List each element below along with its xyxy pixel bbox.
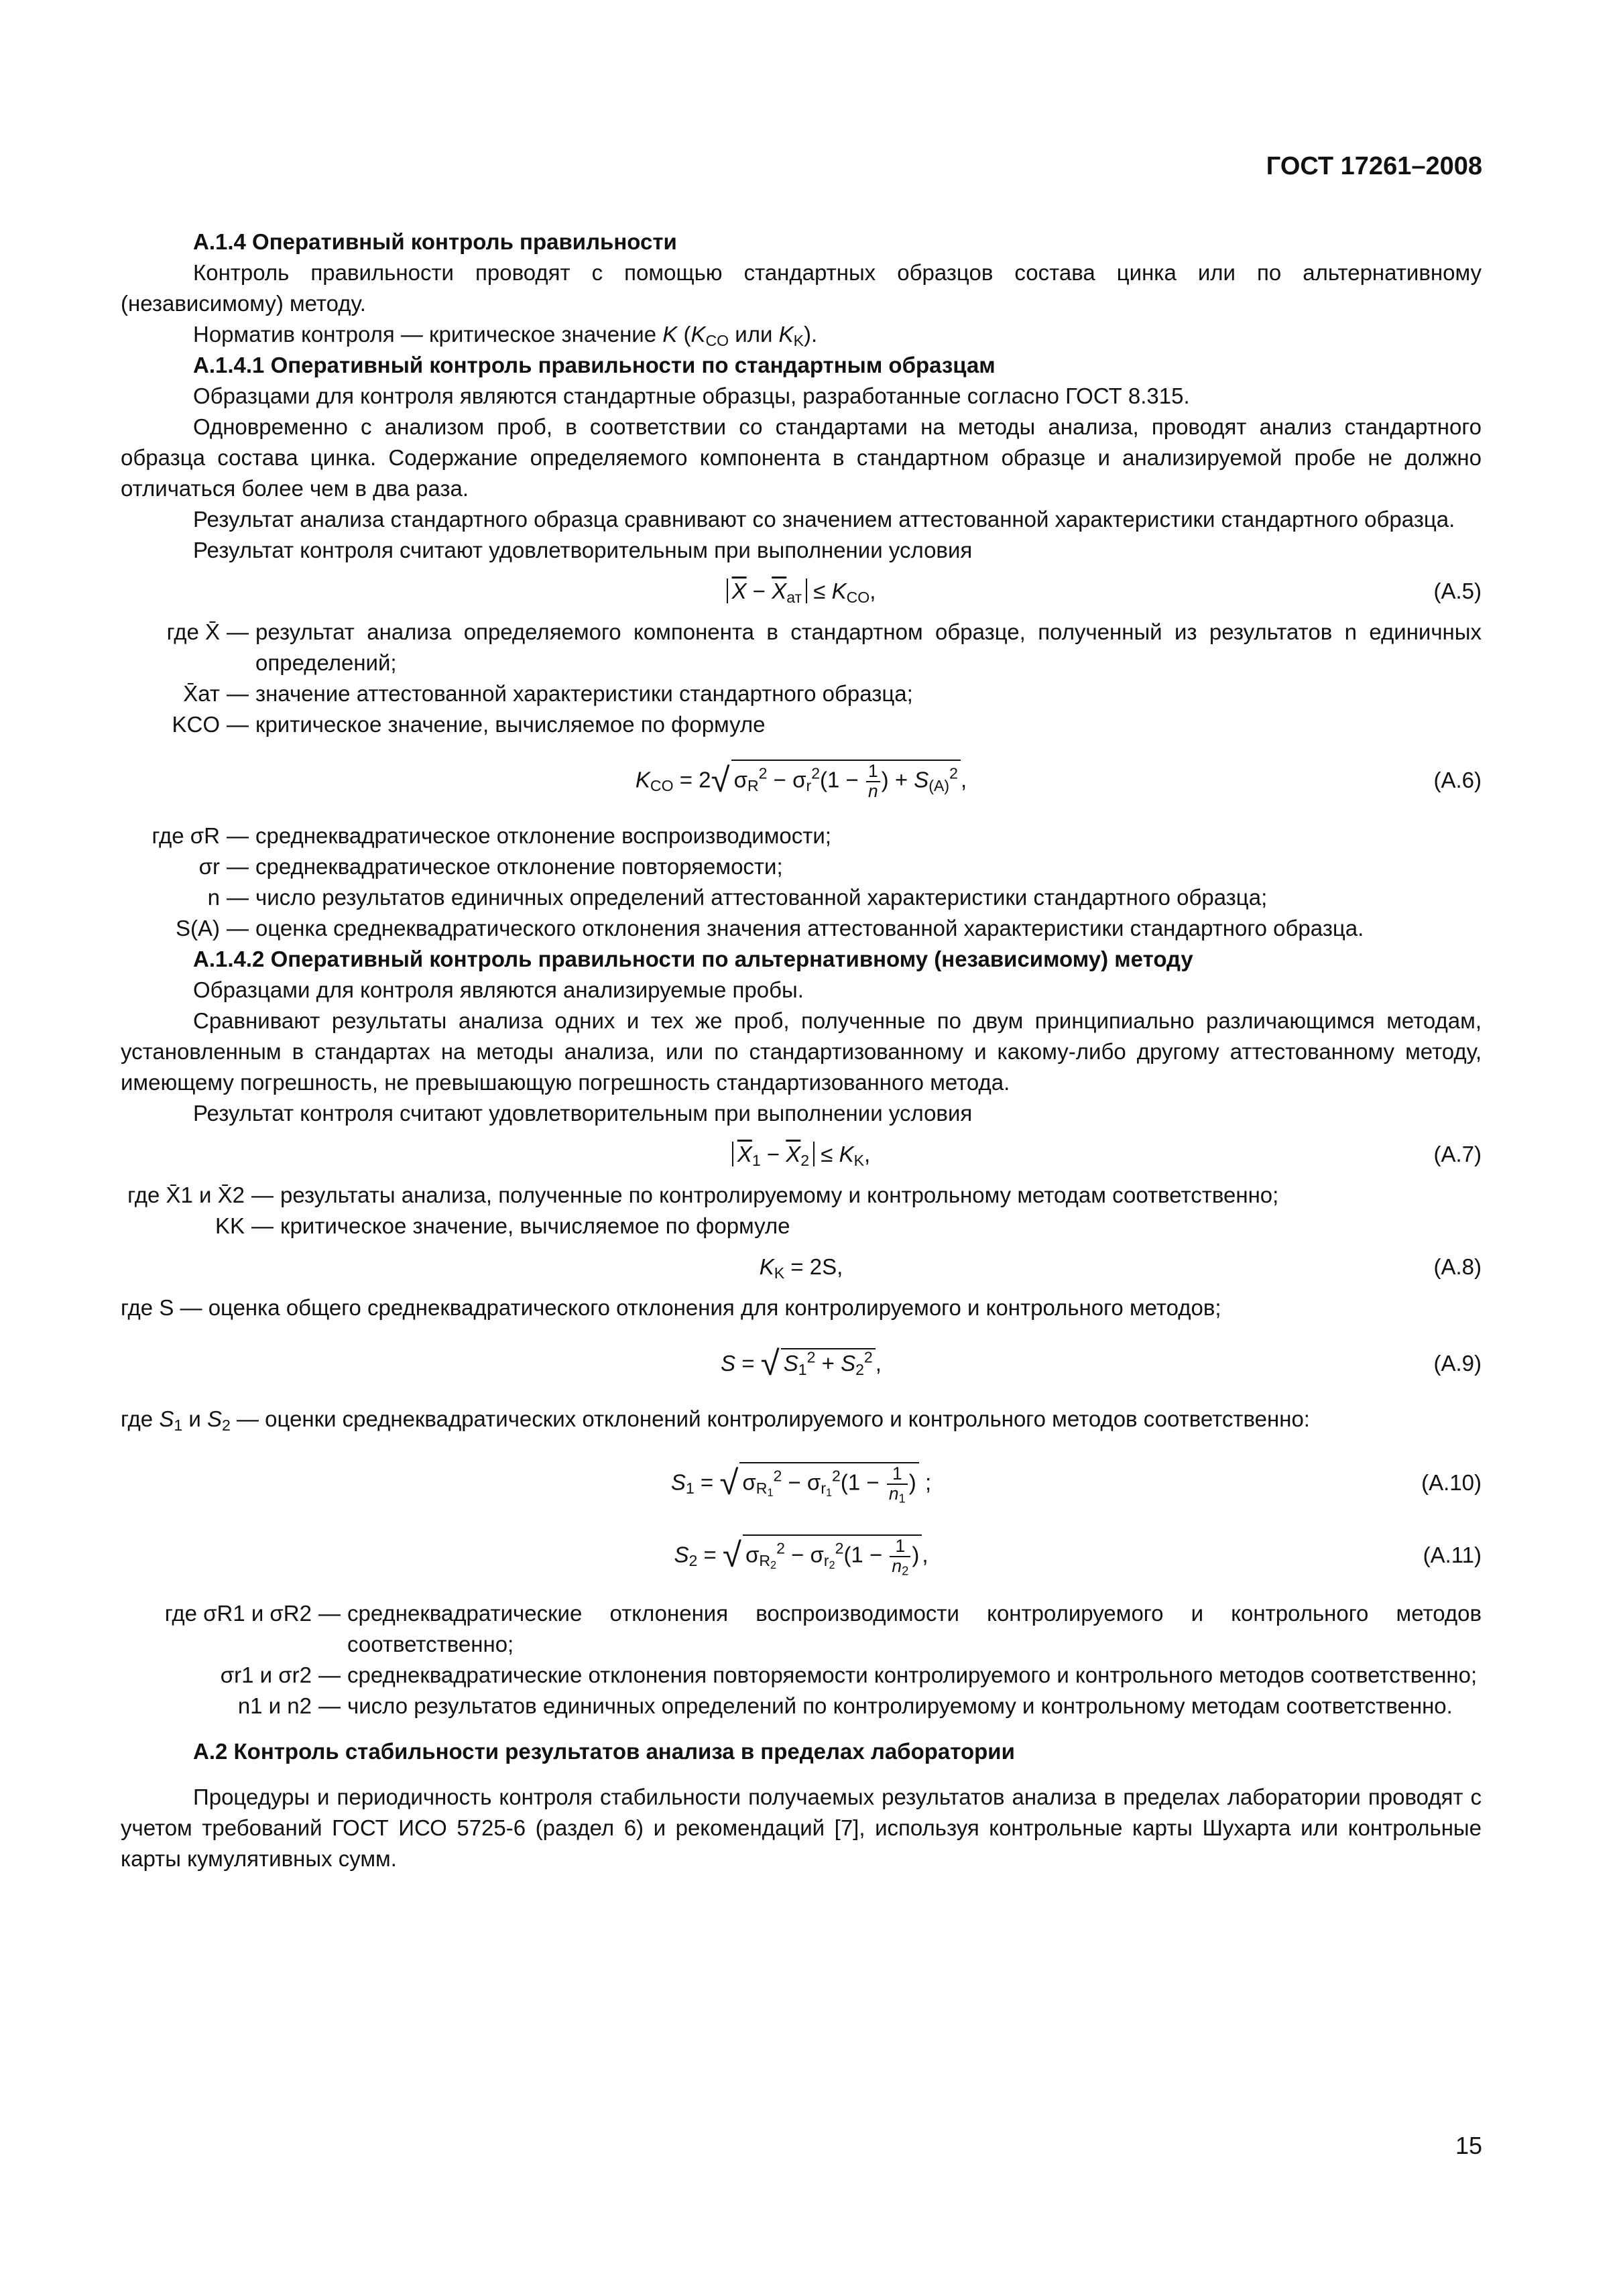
definition-row: где S — оценка общего среднеквадратического отклонения для контролируемого и контрольного методов;	[121, 1295, 1221, 1320]
definition-row: X̄ат — значение аттестованной характеристики стандартного образца;	[121, 678, 1482, 709]
equation-a5	[121, 570, 1482, 613]
formula: S = √ $S_1^2 + S_2^2$ ,	[721, 1344, 882, 1383]
equation-number: (А.7)	[1433, 1142, 1482, 1166]
definition-row: где X̄ — результат анализа определяемого компонента в стандартном образце, полученный из результатов n единичных определений;	[121, 617, 1482, 678]
formula: $\overline{X} - \overline{X}_{ат} \le K_{CO}$,	[121, 570, 1482, 613]
definition-term: где S	[121, 1295, 174, 1320]
equation-number: (А.11)	[1423, 1543, 1482, 1567]
formula: $\overline{X}_1 - \overline{X}_2 \le K_K$,	[121, 1133, 1482, 1176]
equation-a11	[121, 1523, 1482, 1587]
definition-s1-s2: где $S_1$ и $S_2$ — оценки среднеквадратических отклонений контролируемого и контрольного методов соответственно:	[121, 1406, 1310, 1434]
heading-a1411: А.1.4.1 Оперативный контроль правильности по стандартным образцам	[193, 353, 996, 377]
paragraph: Контроль правильности проводят с помощью стандартных образцов состава цинка или по альтернативному (независимому) методу.	[121, 260, 1482, 316]
definition-desc: критическое значение, вычисляемое по формуле	[255, 712, 766, 737]
definition-row: KCO — критическое значение, вычисляемое по формуле	[121, 709, 1482, 740]
heading-a1412: А.1.4.2 Оперативный контроль правильности по альтернативному (независимому) методу	[193, 947, 1193, 971]
formula: $S_2$ = √ $\sigma_{R_2}^2 - \sigma_{r_2}^2(1$ − $\frac{1}{n_2}$ ) ,	[674, 1535, 928, 1578]
paragraph: Образцами для контроля являются стандартные образцы, разработанные согласно ГОСТ 8.315.	[193, 383, 1190, 408]
definition-term: KK	[215, 1213, 245, 1238]
heading-a141: А.1.4 Оперативный контроль правильности	[193, 229, 677, 254]
definition-term: где σR1 и σR2	[164, 1601, 312, 1626]
equation-number: (А.10)	[1421, 1470, 1482, 1495]
paragraph: Результат контроля считают удовлетворительным при выполнении условия	[193, 1101, 973, 1126]
definition-desc: критическое значение, вычисляемое по формуле	[280, 1213, 790, 1238]
equation-number: (А.9)	[1433, 1351, 1482, 1376]
definition-row: σr — среднеквадратическое отклонение повторяемости;	[121, 851, 1482, 882]
section-a141	[121, 227, 1482, 1874]
page-number: 15	[1455, 2132, 1482, 2159]
equation-number: (А.6)	[1433, 768, 1482, 792]
definition-term: n	[207, 885, 220, 910]
definition-desc: оценка общего среднеквадратического отклонения для контролируемого и контрольного методов;	[208, 1295, 1221, 1320]
definition-row: σr1 и σr2 — среднеквадратические отклонения повторяемости контролируемого и контрольного методов соответственно;	[121, 1660, 1482, 1691]
definition-desc: среднеквадратическое отклонение воспроизводимости;	[255, 823, 831, 848]
definition-desc: среднеквадратические отклонения воспроизводимости контролируемого и контрольного методов соответственно;	[347, 1601, 1482, 1656]
paragraph: Результат контроля считают удовлетворительным при выполнении условия	[193, 538, 973, 562]
definition-term: n1 и n2	[237, 1693, 312, 1718]
paragraph-norm: Норматив контроля — критическое значение K ($K_{CO}$ или $K_K$).	[193, 322, 818, 349]
paragraph: Процедуры и периодичность контроля стабильности получаемых результатов анализа в пределах лаборатории проводят с учетом требований ГОСТ ИСО 5725-6 (раздел 6) и рекомендаций [7], используя контрольные карты Шухарта или контрольные карты кумулятивных сумм.	[121, 1785, 1482, 1871]
definition-desc: результат анализа определяемого компонента в стандартном образце, полученный из результатов n единичных определений;	[255, 619, 1482, 675]
paragraph: Одновременно с анализом проб, в соответствии со стандартами на методы анализа, проводят анализ стандартного образца состава цинка. Содержание определяемого компонента в стандартном образце и анализируемой пробе не должно отличаться более чем в два раза.	[121, 414, 1482, 501]
definition-term: σr1 и σr2	[220, 1663, 312, 1687]
definition-row: KK — критическое значение, вычисляемое по формуле	[121, 1211, 1482, 1242]
definition-desc: оценка среднеквадратического отклонения значения аттестованной характеристики стандартного образца.	[255, 916, 1364, 941]
document-header: ГОСТ 17261–2008	[1266, 152, 1482, 180]
definition-desc: среднеквадратические отклонения повторяемости контролируемого и контрольного методов соответственно;	[347, 1663, 1478, 1687]
paragraph: Сравнивают результаты анализа одних и тех же проб, полученные по двум принципиально различающимся методам, установленным в стандартах на методы анализа, или по стандартизованному и какому-либо другому аттестованному методу, имеющему погрешность, не превышающую погрешность стандартизованного метода.	[121, 1008, 1482, 1095]
heading-a2: А.2 Контроль стабильности результатов анализа в пределах лаборатории	[193, 1739, 1015, 1764]
definition-term: σr	[198, 854, 220, 879]
formula: $S_1$ = √ $\sigma_{R_1}^2 - \sigma_{r_1}^2(1$ − $\frac{1}{n_1}$ ) ;	[670, 1463, 932, 1506]
definition-term: где σR	[152, 823, 220, 848]
equation-a6	[121, 748, 1482, 812]
definition-term: S(А)	[176, 916, 220, 941]
definition-desc: число результатов единичных определений аттестованной характеристики стандартного образца;	[255, 885, 1268, 910]
definition-row: где σR1 и σR2 — среднеквадратические отклонения воспроизводимости контролируемого и контрольного методов соответственно;	[121, 1598, 1482, 1660]
definition-term: где X̄1 и X̄2	[127, 1183, 245, 1207]
equation-a9	[121, 1331, 1482, 1396]
definition-desc: результаты анализа, полученные по контролируемому и контрольному методам соответственно;	[280, 1183, 1279, 1207]
equation-a7	[121, 1133, 1482, 1176]
definition-row: n1 и n2 — число результатов единичных определений по контролируемому и контрольному методам соответственно.	[121, 1691, 1482, 1721]
definition-row: n — число результатов единичных определений аттестованной характеристики стандартного образца;	[121, 882, 1482, 913]
definition-term: KCO	[172, 712, 220, 737]
definition-row: S(А) — оценка среднеквадратического отклонения значения аттестованной характеристики стандартного образца.	[121, 913, 1482, 944]
equation-a10	[121, 1451, 1482, 1515]
definition-term: X̄ат	[183, 681, 220, 706]
equation-number: (А.8)	[1433, 1254, 1482, 1279]
definition-row: где X̄1 и X̄2 — результаты анализа, полученные по контролируемому и контрольному методам соответственно;	[121, 1180, 1482, 1211]
equation-a8	[121, 1246, 1482, 1288]
definition-term: где X̄	[166, 619, 220, 644]
definition-desc: среднеквадратическое отклонение повторяемости;	[255, 854, 783, 879]
formula: $K_{CO} = 2√$ $\sigma_R^2 - \sigma_r^2(1$ − $\frac{1}{n}$ ) + $S_{(А)}^2$ ,	[635, 760, 967, 801]
paragraph: Результат анализа стандартного образца сравнивают со значением аттестованной характеристики стандартного образца.	[193, 507, 1455, 532]
paragraph: Образцами для контроля являются анализируемые пробы.	[193, 977, 804, 1002]
definition-desc: число результатов единичных определений по контролируемому и контрольному методам соответственно.	[347, 1693, 1453, 1718]
equation-number: (А.5)	[1433, 579, 1482, 603]
definition-desc: значение аттестованной характеристики стандартного образца;	[255, 681, 913, 706]
formula: $K_K = 2S$,	[759, 1254, 843, 1282]
definition-row: где σR — среднеквадратическое отклонение воспроизводимости;	[121, 821, 1482, 851]
